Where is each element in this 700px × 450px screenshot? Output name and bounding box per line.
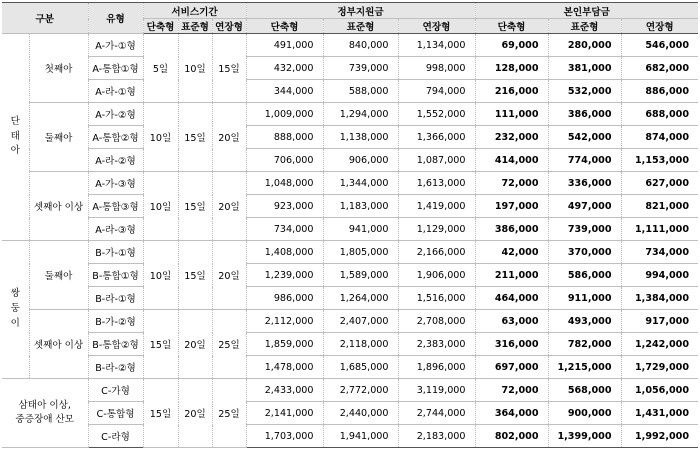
self-standard-amount: 782,000 xyxy=(548,333,621,356)
gov-extended-amount: 1,516,000 xyxy=(398,287,475,310)
gov-short-amount: 344,000 xyxy=(246,80,323,103)
table-row xyxy=(2,80,698,103)
table-row xyxy=(2,195,698,218)
self-extended-amount: 994,000 xyxy=(621,264,698,287)
table-row xyxy=(2,310,698,333)
self-standard-amount: 900,000 xyxy=(548,402,621,425)
type-cell: A-라-②형 xyxy=(88,149,143,172)
gov-standard-amount: 588,000 xyxy=(323,80,398,103)
period-standard: 20일 xyxy=(178,310,212,379)
period-extended: 20일 xyxy=(212,103,246,172)
type-cell: A-통합②형 xyxy=(88,126,143,149)
type-cell: C-라형 xyxy=(88,425,143,448)
self-short-amount: 72,000 xyxy=(475,172,548,195)
type-cell: B-라-①형 xyxy=(88,287,143,310)
table-row xyxy=(2,356,698,379)
type-cell: C-통합형 xyxy=(88,402,143,425)
self-short-amount: 386,000 xyxy=(475,218,548,241)
period-short: 10일 xyxy=(143,241,178,310)
header-self-short: 단축형 xyxy=(475,19,548,34)
period-short: 10일 xyxy=(143,172,178,241)
group-second-child: 둘째아 xyxy=(29,103,88,172)
table-row xyxy=(2,218,698,241)
header-type: 유형 xyxy=(88,3,143,34)
header-period-short: 단축형 xyxy=(143,19,178,34)
header-self-pay: 본인부담금 xyxy=(475,3,698,19)
gov-standard-amount: 1,685,000 xyxy=(323,356,398,379)
gov-standard-amount: 1,183,000 xyxy=(323,195,398,218)
header-period-extended: 연장형 xyxy=(212,19,246,34)
self-short-amount: 232,000 xyxy=(475,126,548,149)
gov-extended-amount: 794,000 xyxy=(398,80,475,103)
self-extended-amount: 1,992,000 xyxy=(621,425,698,448)
table-row xyxy=(2,126,698,149)
period-extended: 15일 xyxy=(212,34,246,103)
type-cell: A-라-①형 xyxy=(88,80,143,103)
self-standard-amount: 532,000 xyxy=(548,80,621,103)
gov-extended-amount: 998,000 xyxy=(398,57,475,80)
gov-short-amount: 432,000 xyxy=(246,57,323,80)
self-extended-amount: 682,000 xyxy=(621,57,698,80)
self-standard-amount: 386,000 xyxy=(548,103,621,126)
type-cell: A-통합①형 xyxy=(88,57,143,80)
table-row xyxy=(2,333,698,356)
group-twin-third-plus-child: 셋째아 이상 xyxy=(29,310,88,379)
table-row xyxy=(2,402,698,425)
gov-short-amount: 1,239,000 xyxy=(246,264,323,287)
self-standard-amount: 1,399,000 xyxy=(548,425,621,448)
category-single-birth: 단 태 아 xyxy=(2,34,29,241)
type-cell: B-통합①형 xyxy=(88,264,143,287)
gov-standard-amount: 1,294,000 xyxy=(323,103,398,126)
gov-standard-amount: 1,344,000 xyxy=(323,172,398,195)
gov-extended-amount: 1,419,000 xyxy=(398,195,475,218)
self-standard-amount: 280,000 xyxy=(548,34,621,57)
period-extended: 25일 xyxy=(212,310,246,379)
period-standard: 15일 xyxy=(178,172,212,241)
self-extended-amount: 1,242,000 xyxy=(621,333,698,356)
self-standard-amount: 774,000 xyxy=(548,149,621,172)
self-extended-amount: 546,000 xyxy=(621,34,698,57)
gov-extended-amount: 2,166,000 xyxy=(398,241,475,264)
gov-extended-amount: 3,119,000 xyxy=(398,379,475,402)
period-short: 10일 xyxy=(143,103,178,172)
period-short: 15일 xyxy=(143,379,178,448)
gov-standard-amount: 739,000 xyxy=(323,57,398,80)
table-row xyxy=(2,149,698,172)
gov-extended-amount: 1,906,000 xyxy=(398,264,475,287)
self-short-amount: 63,000 xyxy=(475,310,548,333)
self-short-amount: 802,000 xyxy=(475,425,548,448)
gov-short-amount: 706,000 xyxy=(246,149,323,172)
type-cell: B-통합②형 xyxy=(88,333,143,356)
self-standard-amount: 739,000 xyxy=(548,218,621,241)
gov-standard-amount: 1,805,000 xyxy=(323,241,398,264)
gov-standard-amount: 2,772,000 xyxy=(323,379,398,402)
gov-short-amount: 1,703,000 xyxy=(246,425,323,448)
gov-short-amount: 2,141,000 xyxy=(246,402,323,425)
gov-short-amount: 1,408,000 xyxy=(246,241,323,264)
period-extended: 25일 xyxy=(212,379,246,448)
self-standard-amount: 381,000 xyxy=(548,57,621,80)
type-cell: B-가-②형 xyxy=(88,310,143,333)
gov-short-amount: 1,478,000 xyxy=(246,356,323,379)
type-cell: A-가-②형 xyxy=(88,103,143,126)
table-row xyxy=(2,57,698,80)
header-self-extended: 연장형 xyxy=(621,19,698,34)
gov-standard-amount: 1,264,000 xyxy=(323,287,398,310)
self-short-amount: 72,000 xyxy=(475,379,548,402)
header-category: 구분 xyxy=(2,3,88,34)
self-extended-amount: 874,000 xyxy=(621,126,698,149)
self-short-amount: 197,000 xyxy=(475,195,548,218)
table-row xyxy=(2,264,698,287)
period-standard: 10일 xyxy=(178,34,212,103)
self-standard-amount: 911,000 xyxy=(548,287,621,310)
period-standard: 15일 xyxy=(178,241,212,310)
type-cell: A-통합③형 xyxy=(88,195,143,218)
self-short-amount: 111,000 xyxy=(475,103,548,126)
self-standard-amount: 1,215,000 xyxy=(548,356,621,379)
group-first-child: 첫째아 xyxy=(29,34,88,103)
self-extended-amount: 1,153,000 xyxy=(621,149,698,172)
gov-standard-amount: 1,589,000 xyxy=(323,264,398,287)
gov-extended-amount: 1,087,000 xyxy=(398,149,475,172)
category-twins: 쌍 둥 이 xyxy=(2,241,29,379)
header-gov-extended: 연장형 xyxy=(398,19,475,34)
gov-short-amount: 923,000 xyxy=(246,195,323,218)
self-short-amount: 414,000 xyxy=(475,149,548,172)
self-short-amount: 364,000 xyxy=(475,402,548,425)
self-extended-amount: 1,056,000 xyxy=(621,379,698,402)
period-standard: 15일 xyxy=(178,103,212,172)
self-extended-amount: 821,000 xyxy=(621,195,698,218)
gov-extended-amount: 2,744,000 xyxy=(398,402,475,425)
gov-standard-amount: 2,440,000 xyxy=(323,402,398,425)
self-short-amount: 697,000 xyxy=(475,356,548,379)
category-triplets-disability: 삼태아 이상, 중증장애 산모 xyxy=(2,379,88,448)
gov-short-amount: 986,000 xyxy=(246,287,323,310)
type-cell: B-가-①형 xyxy=(88,241,143,264)
self-extended-amount: 1,729,000 xyxy=(621,356,698,379)
gov-extended-amount: 1,613,000 xyxy=(398,172,475,195)
header-gov-support: 정부지원금 xyxy=(246,3,475,19)
period-short: 5일 xyxy=(143,34,178,103)
gov-standard-amount: 1,941,000 xyxy=(323,425,398,448)
self-standard-amount: 542,000 xyxy=(548,126,621,149)
gov-extended-amount: 2,708,000 xyxy=(398,310,475,333)
gov-extended-amount: 2,383,000 xyxy=(398,333,475,356)
table-row xyxy=(2,172,698,195)
gov-extended-amount: 1,896,000 xyxy=(398,356,475,379)
gov-short-amount: 2,112,000 xyxy=(246,310,323,333)
gov-extended-amount: 2,183,000 xyxy=(398,425,475,448)
group-twin-second-child: 둘째아 xyxy=(29,241,88,310)
gov-short-amount: 734,000 xyxy=(246,218,323,241)
header-self-standard: 표준형 xyxy=(548,19,621,34)
period-extended: 20일 xyxy=(212,172,246,241)
self-extended-amount: 886,000 xyxy=(621,80,698,103)
header-gov-short: 단축형 xyxy=(246,19,323,34)
gov-standard-amount: 840,000 xyxy=(323,34,398,57)
period-standard: 20일 xyxy=(178,379,212,448)
self-short-amount: 216,000 xyxy=(475,80,548,103)
self-short-amount: 464,000 xyxy=(475,287,548,310)
self-short-amount: 42,000 xyxy=(475,241,548,264)
gov-short-amount: 2,433,000 xyxy=(246,379,323,402)
self-extended-amount: 1,384,000 xyxy=(621,287,698,310)
type-cell: A-가-③형 xyxy=(88,172,143,195)
type-cell: B-라-②형 xyxy=(88,356,143,379)
table-row xyxy=(2,379,698,402)
gov-standard-amount: 906,000 xyxy=(323,149,398,172)
gov-standard-amount: 941,000 xyxy=(323,218,398,241)
self-standard-amount: 493,000 xyxy=(548,310,621,333)
gov-extended-amount: 1,366,000 xyxy=(398,126,475,149)
self-standard-amount: 568,000 xyxy=(548,379,621,402)
type-cell: A-라-③형 xyxy=(88,218,143,241)
self-standard-amount: 336,000 xyxy=(548,172,621,195)
self-short-amount: 69,000 xyxy=(475,34,548,57)
period-short: 15일 xyxy=(143,310,178,379)
self-extended-amount: 627,000 xyxy=(621,172,698,195)
self-standard-amount: 586,000 xyxy=(548,264,621,287)
gov-standard-amount: 2,407,000 xyxy=(323,310,398,333)
self-extended-amount: 1,431,000 xyxy=(621,402,698,425)
group-third-plus-child: 셋째아 이상 xyxy=(29,172,88,241)
self-extended-amount: 917,000 xyxy=(621,310,698,333)
type-cell: C-가형 xyxy=(88,379,143,402)
gov-short-amount: 1,009,000 xyxy=(246,103,323,126)
voucher-price-table xyxy=(2,2,698,448)
gov-short-amount: 1,859,000 xyxy=(246,333,323,356)
table-row xyxy=(2,241,698,264)
gov-extended-amount: 1,129,000 xyxy=(398,218,475,241)
table-row xyxy=(2,287,698,310)
gov-standard-amount: 2,118,000 xyxy=(323,333,398,356)
gov-extended-amount: 1,134,000 xyxy=(398,34,475,57)
table-row xyxy=(2,34,698,57)
self-standard-amount: 497,000 xyxy=(548,195,621,218)
gov-standard-amount: 1,138,000 xyxy=(323,126,398,149)
table-row xyxy=(2,103,698,126)
self-extended-amount: 688,000 xyxy=(621,103,698,126)
gov-extended-amount: 1,552,000 xyxy=(398,103,475,126)
table-row xyxy=(2,425,698,448)
header-gov-standard: 표준형 xyxy=(323,19,398,34)
self-short-amount: 211,000 xyxy=(475,264,548,287)
self-standard-amount: 370,000 xyxy=(548,241,621,264)
self-short-amount: 128,000 xyxy=(475,57,548,80)
self-extended-amount: 734,000 xyxy=(621,241,698,264)
gov-short-amount: 1,048,000 xyxy=(246,172,323,195)
header-service-period: 서비스기간 xyxy=(143,3,246,19)
self-extended-amount: 1,111,000 xyxy=(621,218,698,241)
gov-short-amount: 491,000 xyxy=(246,34,323,57)
header-period-standard: 표준형 xyxy=(178,19,212,34)
period-extended: 20일 xyxy=(212,241,246,310)
self-short-amount: 316,000 xyxy=(475,333,548,356)
gov-short-amount: 888,000 xyxy=(246,126,323,149)
type-cell: A-가-①형 xyxy=(88,34,143,57)
